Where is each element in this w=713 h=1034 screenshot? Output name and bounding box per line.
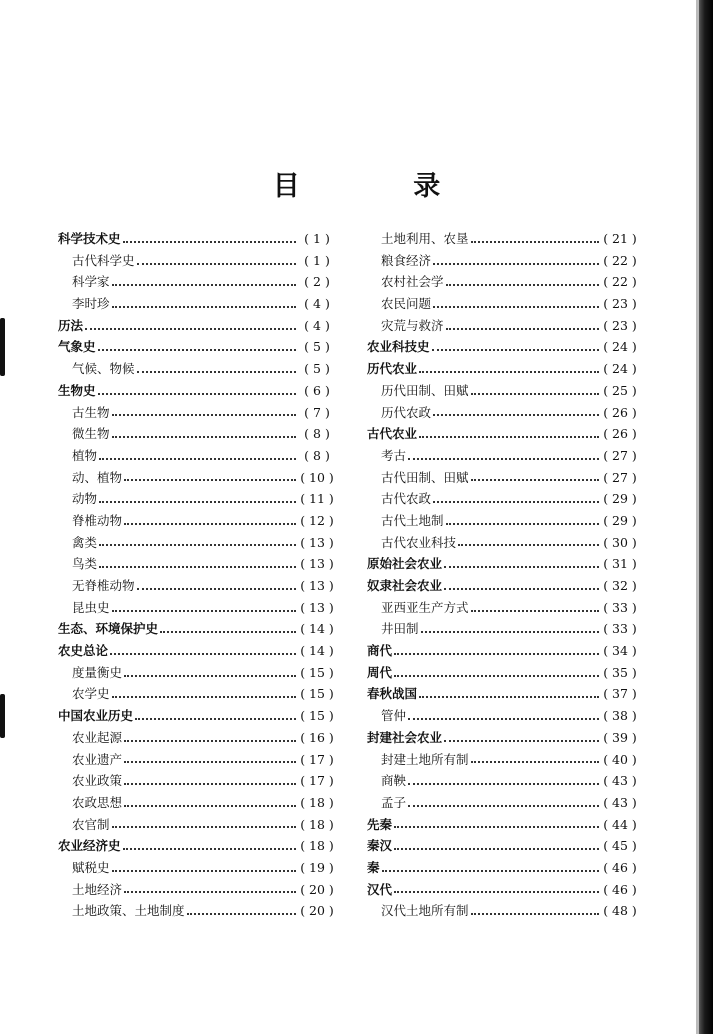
toc-leader-dots	[112, 414, 296, 416]
binder-mark-upper	[0, 318, 5, 376]
toc-entry-page: ( 12 )	[300, 512, 334, 528]
toc-entry-page: ( 4 )	[304, 317, 330, 333]
toc-leader-dots	[394, 675, 599, 677]
toc-entry[interactable]	[58, 683, 336, 705]
toc-entry-label: 土地政策、土地制度	[72, 903, 185, 919]
toc-leader-dots	[124, 805, 296, 807]
toc-leader-dots	[124, 479, 296, 481]
toc-entry-page: ( 5 )	[304, 339, 330, 355]
toc-leader-dots	[85, 328, 296, 330]
toc-entry-label: 农史总论	[58, 643, 109, 659]
toc-entry[interactable]	[58, 857, 336, 879]
toc-leader-dots	[99, 544, 296, 546]
toc-entry-page: ( 34 )	[603, 643, 637, 659]
toc-leader-dots	[123, 241, 296, 243]
toc-entry-label: 井田制	[381, 621, 419, 637]
toc-entry-label: 孟子	[381, 794, 407, 810]
toc-entry-label: 商鞅	[381, 773, 407, 789]
toc-entry-label: 商代	[367, 643, 393, 659]
toc-entry[interactable]	[58, 293, 336, 315]
toc-leader-dots	[433, 501, 599, 503]
toc-entry-page: ( 23 )	[603, 317, 637, 333]
toc-entry-label: 中国农业历史	[58, 708, 134, 724]
toc-entry-label: 封建社会农业	[367, 729, 443, 745]
toc-entry[interactable]	[58, 402, 336, 424]
toc-entry-label: 脊椎动物	[72, 512, 123, 528]
toc-entry-page: ( 27 )	[603, 447, 637, 463]
toc-entry[interactable]	[58, 705, 336, 727]
toc-entry-label: 农村社会学	[381, 274, 444, 290]
toc-entry[interactable]	[367, 879, 639, 901]
toc-entry-page: ( 13 )	[300, 599, 334, 615]
toc-entry-label: 生态、环境保护史	[58, 621, 159, 637]
toc-leader-dots	[471, 393, 599, 395]
toc-entry-label: 汉代土地所有制	[381, 903, 469, 919]
toc-entry[interactable]	[367, 770, 639, 792]
toc-entry[interactable]	[58, 814, 336, 836]
toc-entry-label: 古生物	[72, 404, 110, 420]
toc-entry-label: 农业政策	[72, 773, 123, 789]
toc-entry-page: ( 13 )	[300, 556, 334, 572]
toc-entry-label: 周代	[367, 664, 393, 680]
toc-entry[interactable]	[367, 553, 639, 575]
toc-entry-label: 李时珍	[72, 296, 110, 312]
toc-entry-page: ( 4 )	[304, 296, 330, 312]
toc-entry-page: ( 1 )	[304, 231, 330, 246]
toc-leader-dots	[124, 675, 296, 677]
toc-entry-page: ( 2 )	[304, 274, 330, 290]
toc-entry[interactable]	[58, 749, 336, 771]
toc-entry[interactable]	[367, 271, 639, 293]
toc-entry-label: 无脊椎动物	[72, 578, 135, 593]
toc-entry[interactable]	[58, 770, 336, 792]
toc-leader-dots	[471, 479, 599, 481]
toc-entry-label: 农民问题	[381, 296, 432, 312]
toc-leader-dots	[112, 610, 296, 612]
toc-entry-page: ( 21 )	[603, 231, 637, 246]
toc-entry[interactable]	[58, 879, 336, 901]
toc-entry-label: 气候、物候	[72, 361, 135, 377]
toc-entry-page: ( 15 )	[300, 708, 334, 724]
toc-entry-label: 农业遗产	[72, 751, 123, 767]
toc-leader-dots	[137, 588, 296, 590]
toc-leader-dots	[394, 891, 599, 893]
toc-leader-dots	[419, 371, 599, 373]
toc-entry-label: 农政思想	[72, 794, 123, 810]
toc-leader-dots	[112, 284, 296, 286]
toc-entry-page: ( 10 )	[300, 469, 334, 485]
toc-entry-label: 禽类	[72, 534, 98, 550]
toc-entry-label: 先秦	[367, 816, 393, 832]
toc-leader-dots	[123, 848, 296, 850]
toc-entry-page: ( 38 )	[603, 708, 637, 724]
toc-entry-label: 古代科学史	[72, 252, 135, 268]
toc-leader-dots	[394, 848, 599, 850]
toc-entry[interactable]	[58, 271, 336, 293]
toc-entry-label: 亚西亚生产方式	[381, 599, 469, 615]
toc-entry-label: 古代土地制	[381, 512, 444, 528]
toc-entry-label: 秦	[367, 859, 380, 875]
toc-entry[interactable]	[367, 380, 639, 402]
toc-entry[interactable]	[367, 510, 639, 532]
toc-entry-page: ( 26 )	[603, 404, 637, 420]
toc-entry[interactable]	[367, 315, 639, 337]
toc-leader-dots	[110, 653, 296, 655]
toc-leader-dots	[98, 393, 296, 395]
toc-entry-page: ( 14 )	[300, 621, 334, 637]
toc-entry-page: ( 27 )	[603, 469, 637, 485]
toc-entry[interactable]	[367, 423, 639, 445]
toc-entry[interactable]	[58, 315, 336, 337]
toc-entry-page: ( 25 )	[603, 382, 637, 398]
toc-leader-dots	[124, 891, 296, 893]
toc-leader-dots	[458, 544, 599, 546]
toc-entry-label: 赋税史	[72, 859, 110, 875]
toc-entry-label: 农学史	[72, 686, 110, 702]
toc-leader-dots	[160, 631, 296, 633]
toc-leader-dots	[137, 263, 296, 265]
toc-entry-page: ( 45 )	[603, 838, 637, 854]
toc-entry-page: ( 35 )	[603, 664, 637, 680]
toc-entry[interactable]	[58, 532, 336, 554]
toc-entry-label: 灾荒与救济	[381, 317, 444, 333]
toc-entry[interactable]	[367, 597, 639, 619]
toc-entry[interactable]	[367, 618, 639, 640]
toc-leader-dots	[112, 696, 296, 698]
toc-entry-page: ( 29 )	[603, 491, 637, 507]
toc-leader-dots	[394, 653, 599, 655]
toc-entry[interactable]	[367, 293, 639, 315]
toc-entry-page: ( 48 )	[603, 903, 637, 919]
toc-entry[interactable]	[367, 575, 639, 597]
toc-entry[interactable]	[58, 597, 336, 619]
toc-entry[interactable]	[58, 792, 336, 814]
toc-entry-page: ( 29 )	[603, 512, 637, 528]
toc-entry-page: ( 33 )	[603, 621, 637, 637]
toc-leader-dots	[124, 740, 296, 742]
toc-entry[interactable]	[58, 467, 336, 489]
toc-entry-label: 动物	[72, 491, 98, 507]
toc-entry[interactable]	[367, 640, 639, 662]
toc-entry[interactable]	[367, 814, 639, 836]
toc-leader-dots	[394, 826, 599, 828]
toc-entry-page: ( 44 )	[603, 816, 637, 832]
toc-entry[interactable]	[58, 445, 336, 467]
toc-entry[interactable]	[367, 358, 639, 380]
toc-entry[interactable]	[367, 532, 639, 554]
toc-entry[interactable]	[58, 618, 336, 640]
toc-entry-page: ( 18 )	[300, 816, 334, 832]
toc-leader-dots	[124, 761, 296, 763]
toc-leader-dots	[408, 458, 599, 460]
toc-entry-page: ( 15 )	[300, 664, 334, 680]
toc-leader-dots	[137, 371, 296, 373]
toc-entry-page: ( 19 )	[300, 859, 334, 875]
toc-entry[interactable]	[58, 553, 336, 575]
toc-entry-page: ( 22 )	[603, 274, 637, 290]
toc-leader-dots	[444, 588, 599, 590]
toc-entry[interactable]	[58, 336, 336, 358]
toc-leader-dots	[444, 740, 599, 742]
toc-entry[interactable]	[58, 727, 336, 749]
toc-entry-label: 历代农业	[367, 361, 418, 377]
toc-entry-page: ( 43 )	[603, 794, 637, 810]
toc-entry-label: 植物	[72, 447, 98, 463]
toc-leader-dots	[382, 870, 599, 872]
toc-leader-dots	[433, 414, 599, 416]
toc-entry[interactable]	[58, 358, 336, 380]
toc-entry-page: ( 5 )	[304, 361, 330, 377]
toc-entry[interactable]	[367, 900, 639, 922]
toc-entry-label: 秦汉	[367, 838, 393, 854]
toc-entry[interactable]	[58, 662, 336, 684]
toc-entry[interactable]	[367, 727, 639, 749]
toc-entry-page: ( 32 )	[603, 578, 637, 593]
toc-leader-dots	[135, 718, 296, 720]
toc-entry[interactable]	[367, 228, 639, 250]
toc-entry-page: ( 11 )	[300, 491, 334, 507]
toc-entry[interactable]	[367, 749, 639, 771]
toc-entry[interactable]	[367, 683, 639, 705]
toc-entry-page: ( 31 )	[603, 556, 637, 572]
toc-entry-label: 历代田制、田赋	[381, 382, 469, 398]
toc-entry-page: ( 24 )	[603, 361, 637, 377]
toc-entry[interactable]	[367, 402, 639, 424]
binder-mark-lower	[0, 694, 5, 738]
toc-leader-dots	[124, 523, 296, 525]
toc-entry-page: ( 24 )	[603, 339, 637, 355]
toc-leader-dots	[99, 458, 296, 460]
toc-entry[interactable]	[58, 228, 336, 250]
toc-leader-dots	[471, 761, 599, 763]
toc-leader-dots	[98, 349, 296, 351]
toc-entry-page: ( 18 )	[300, 838, 334, 854]
toc-entry[interactable]	[367, 467, 639, 489]
toc-leader-dots	[99, 566, 296, 568]
toc-entry-label: 动、植物	[72, 469, 123, 485]
toc-leader-dots	[112, 826, 296, 828]
toc-entry-page: ( 37 )	[603, 686, 637, 702]
toc-entry-label: 古代农政	[381, 491, 432, 507]
toc-entry[interactable]	[367, 857, 639, 879]
toc-entry[interactable]	[367, 705, 639, 727]
toc-entry-label: 封建土地所有制	[381, 751, 469, 767]
toc-entry[interactable]	[58, 510, 336, 532]
toc-leader-dots	[112, 306, 296, 308]
toc-leader-dots	[124, 783, 296, 785]
toc-entry[interactable]	[58, 380, 336, 402]
toc-entry-page: ( 15 )	[300, 686, 334, 702]
toc-entry-page: ( 20 )	[300, 881, 334, 897]
toc-entry-label: 科学技术史	[58, 231, 121, 246]
toc-entry-page: ( 30 )	[603, 534, 637, 550]
toc-leader-dots	[99, 501, 296, 503]
toc-column-left	[58, 228, 336, 922]
toc-entry[interactable]	[58, 423, 336, 445]
toc-entry-label: 生物史	[58, 382, 96, 398]
toc-entry-label: 春秋战国	[367, 686, 418, 702]
toc-entry-page: ( 22 )	[603, 252, 637, 268]
toc-entry-label: 管仲	[381, 708, 407, 724]
toc-entry-label: 农业经济史	[58, 838, 121, 854]
toc-leader-dots	[419, 696, 599, 698]
toc-entry-label: 农业科技史	[367, 339, 430, 355]
toc-entry[interactable]	[58, 835, 336, 857]
toc-entry-page: ( 13 )	[300, 534, 334, 550]
toc-entry-page: ( 13 )	[300, 578, 334, 593]
toc-entry[interactable]	[58, 640, 336, 662]
toc-leader-dots	[471, 913, 599, 915]
toc-entry-label: 考古	[381, 447, 407, 463]
toc-entry-page: ( 39 )	[603, 729, 637, 745]
toc-entry[interactable]	[367, 445, 639, 467]
toc-leader-dots	[187, 913, 296, 915]
toc-leader-dots	[446, 328, 599, 330]
toc-leader-dots	[408, 718, 599, 720]
toc-entry-label: 农官制	[72, 816, 110, 832]
toc-entry-label: 科学家	[72, 274, 110, 290]
toc-entry-page: ( 8 )	[304, 426, 330, 442]
toc-entry-page: ( 20 )	[300, 903, 334, 919]
toc-entry-page: ( 33 )	[603, 599, 637, 615]
toc-leader-dots	[421, 631, 599, 633]
toc-entry-label: 古代农业科技	[381, 534, 457, 550]
toc-entry-label: 粮食经济	[381, 252, 432, 268]
toc-entry[interactable]	[58, 488, 336, 510]
toc-entry[interactable]	[367, 250, 639, 272]
toc-entry-page: ( 40 )	[603, 751, 637, 767]
toc-entry-page: ( 43 )	[603, 773, 637, 789]
toc-entry-page: ( 8 )	[304, 447, 330, 463]
toc-entry-label: 农业起源	[72, 729, 123, 745]
page-title: 目 录	[272, 171, 493, 202]
toc-leader-dots	[112, 436, 296, 438]
toc-leader-dots	[444, 566, 599, 568]
toc-leader-dots	[432, 349, 599, 351]
toc-entry-page: ( 14 )	[300, 643, 334, 659]
toc-entry-label: 奴隶社会农业	[367, 578, 443, 593]
toc-entry[interactable]	[58, 900, 336, 922]
toc-entry-label: 汉代	[367, 881, 393, 897]
toc-entry[interactable]	[367, 792, 639, 814]
toc-entry-page: ( 18 )	[300, 794, 334, 810]
toc-entry-label: 历代农政	[381, 404, 432, 420]
toc-leader-dots	[433, 263, 599, 265]
toc-entry-page: ( 7 )	[304, 404, 330, 420]
toc-entry-page: ( 17 )	[300, 773, 334, 789]
toc-leader-dots	[408, 783, 599, 785]
toc-entry-label: 鸟类	[72, 556, 98, 572]
toc-entry-label: 土地经济	[72, 881, 123, 897]
toc-entry[interactable]	[367, 662, 639, 684]
toc-entry[interactable]	[58, 250, 336, 272]
toc-leader-dots	[419, 436, 599, 438]
toc-leader-dots	[408, 805, 599, 807]
page-edge-bar	[699, 0, 713, 1034]
toc-leader-dots	[446, 523, 599, 525]
toc-entry-page: ( 46 )	[603, 881, 637, 897]
toc-entry[interactable]	[367, 336, 639, 358]
toc-entry-label: 度量衡史	[72, 664, 123, 680]
toc-entry-page: ( 6 )	[304, 382, 330, 398]
toc-entry-page: ( 17 )	[300, 751, 334, 767]
toc-entry[interactable]	[58, 575, 336, 597]
toc-entry-page: ( 46 )	[603, 859, 637, 875]
toc-entry-label: 气象史	[58, 339, 96, 355]
toc-entry-label: 历法	[58, 317, 84, 333]
toc-entry-label: 原始社会农业	[367, 556, 443, 572]
toc-entry-page: ( 26 )	[603, 426, 637, 442]
toc-entry-page: ( 16 )	[300, 729, 334, 745]
toc-entry[interactable]	[367, 488, 639, 510]
toc-entry-label: 古代田制、田赋	[381, 469, 469, 485]
toc-entry-page: ( 1 )	[304, 252, 330, 268]
toc-leader-dots	[112, 870, 296, 872]
toc-leader-dots	[471, 241, 599, 243]
toc-entry-label: 古代农业	[367, 426, 418, 442]
toc-entry-page: ( 23 )	[603, 296, 637, 312]
toc-entry-label: 昆虫史	[72, 599, 110, 615]
toc-leader-dots	[471, 610, 599, 612]
toc-entry-label: 微生物	[72, 426, 110, 442]
toc-leader-dots	[446, 284, 599, 286]
toc-column-right	[367, 228, 639, 922]
toc-leader-dots	[433, 306, 599, 308]
toc-entry-label: 土地利用、农垦	[381, 231, 469, 246]
toc-entry[interactable]	[367, 835, 639, 857]
